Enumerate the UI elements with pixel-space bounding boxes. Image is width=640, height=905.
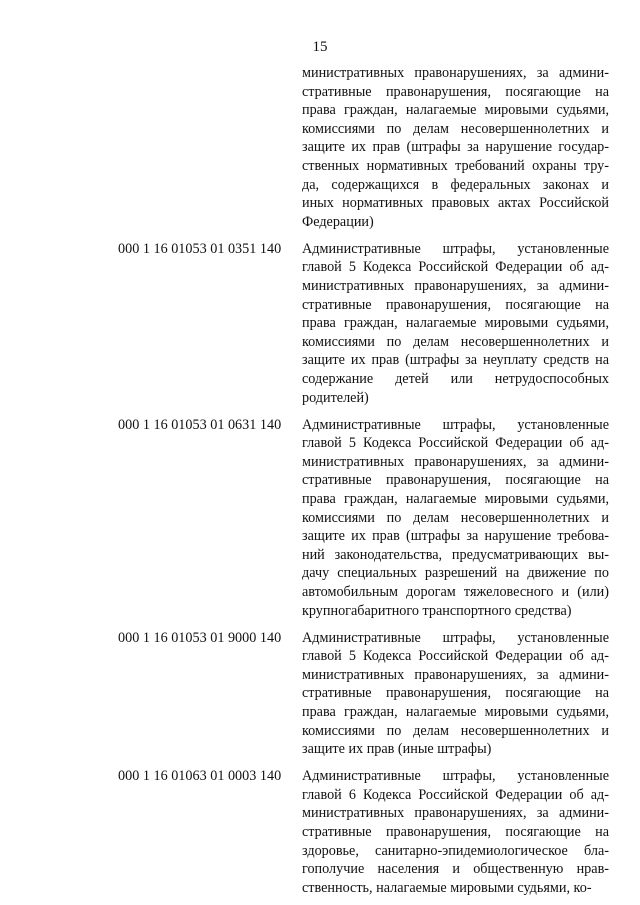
description-line: стративные правонарушения, посягающие на bbox=[302, 472, 609, 489]
description-line: защите их прав (штрафы за нарушение государ- bbox=[302, 139, 609, 156]
description-line: ственных нормативных требований охраны тру- bbox=[302, 158, 609, 174]
description-line: автомобильным дорогам тяжеловесного и (или) bbox=[302, 583, 609, 600]
description-line: министративных правонарушениях, за админи- bbox=[302, 277, 609, 294]
description-line: Административные штрафы, установленные bbox=[302, 240, 609, 257]
budget-classification-code: 000 1 16 01053 01 0631 140 bbox=[118, 416, 282, 433]
description-line: крупногабаритного транспортного средства) bbox=[302, 602, 572, 619]
description-line: министративных правонарушениях, за админи- bbox=[302, 805, 609, 822]
description-line: Административные штрафы, установленные bbox=[302, 629, 609, 646]
description-line: стративные правонарушения, посягающие на bbox=[302, 83, 609, 100]
description-line: права граждан, налагаемые мировыми судьями, bbox=[302, 703, 609, 720]
description-line: стративные правонарушения, посягающие на bbox=[302, 296, 609, 313]
budget-classification-code: 000 1 16 01053 01 9000 140 bbox=[118, 629, 282, 646]
description-line: защите их прав (штрафы за неуплату средств на bbox=[302, 352, 609, 369]
description-line: главой 5 Кодекса Российской Федерации об ад- bbox=[302, 259, 609, 276]
description-line: иных нормативных правовых актах Российской bbox=[302, 195, 609, 212]
description-line: ний законодательства, предусматривающих вы- bbox=[302, 546, 609, 563]
description-line: министративных правонарушениях, за админи- bbox=[302, 65, 609, 81]
description-line: главой 6 Кодекса Российской Федерации об ад- bbox=[302, 786, 609, 803]
page-number: 15 bbox=[312, 39, 328, 55]
description-line: министративных правонарушениях, за админи- bbox=[302, 666, 609, 683]
description-line: стративные правонарушения, посягающие на bbox=[302, 823, 609, 840]
description-line: гополучие населения и общественную нрав- bbox=[302, 861, 609, 878]
description-line: здоровье, санитарно-эпидемиологическое бла- bbox=[302, 842, 609, 859]
description-line: стративные правонарушения, посягающие на bbox=[302, 685, 609, 702]
description-line: Административные штрафы, установленные bbox=[302, 416, 609, 433]
description-line: главой 5 Кодекса Российской Федерации об ад- bbox=[302, 435, 609, 452]
description-line: Административные штрафы, установленные bbox=[302, 768, 609, 785]
description-line: да, содержащихся в федеральных законах и bbox=[302, 176, 609, 193]
budget-classification-code: 000 1 16 01053 01 0351 140 bbox=[118, 240, 282, 257]
description-line: дачу специальных разрешений на движение по bbox=[302, 565, 609, 582]
description-line: главой 5 Кодекса Российской Федерации об ад- bbox=[302, 648, 609, 665]
description-line: министративных правонарушениях, за админи- bbox=[302, 453, 609, 470]
description-line: права граждан, налагаемые мировыми судьями, bbox=[302, 102, 609, 119]
description-line: комиссиями по делам несовершеннолетних и bbox=[302, 333, 609, 350]
description-line: комиссиями по делам несовершеннолетних и bbox=[302, 722, 609, 739]
description-line: права граждан, налагаемые мировыми судьями, bbox=[302, 315, 609, 332]
description-line: защите их прав (штрафы за нарушение требова- bbox=[302, 528, 609, 545]
description-line: комиссиями по делам несовершеннолетних и bbox=[302, 509, 609, 526]
description-line: защите их прав (иные штрафы) bbox=[302, 741, 492, 758]
description-line: Федерации) bbox=[302, 213, 374, 230]
description-line: комиссиями по делам несовершеннолетних и bbox=[302, 120, 609, 137]
description-line: ственность, налагаемые мировыми судьями, ко- bbox=[302, 879, 592, 896]
description-line: содержание детей или нетрудоспособных bbox=[302, 370, 609, 387]
budget-classification-code: 000 1 16 01063 01 0003 140 bbox=[118, 768, 282, 785]
description-line: права граждан, налагаемые мировыми судьями, bbox=[302, 490, 609, 507]
description-line: родителей) bbox=[302, 389, 369, 406]
